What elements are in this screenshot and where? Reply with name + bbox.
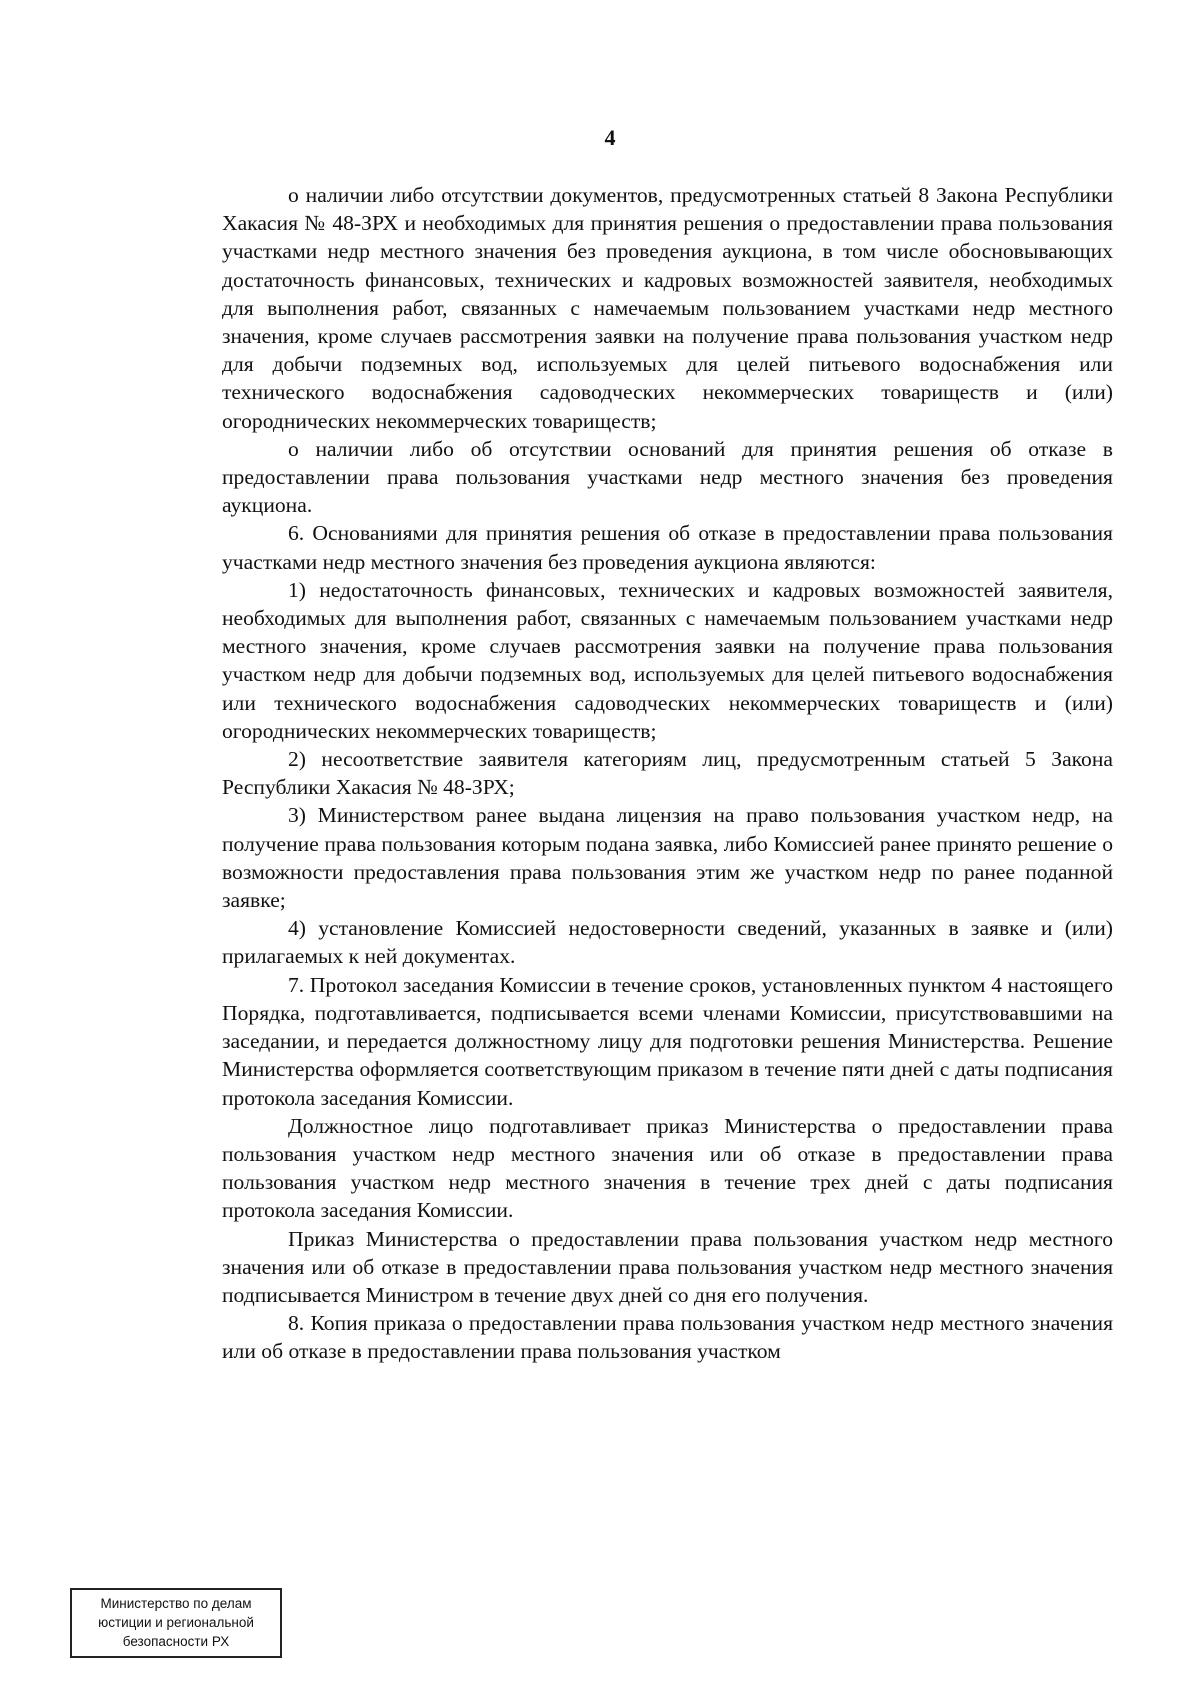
paragraph: 2) несоответствие заявителя категориям лиц, предусмотренным статьей 5 Закона Республики Хакасия № 48-ЗРХ; (222, 747, 1113, 800)
ministry-stamp (70, 1588, 282, 1658)
paragraph: Приказ Министерства о предоставлении права пользования участком недр местного значения или об отказе в предоставлении права пользования участком недр местного значения подписывается Министром в течение двух дней со дня его получения. (222, 1226, 1113, 1307)
paragraph: 4) установление Комиссией недостоверности сведений, указанных в заявке и (или) прилагаемых к ней документах. (222, 916, 1113, 969)
paragraph: о наличии либо об отсутствии оснований для принятия решения об отказе в предоставлении права пользования участками недр местного значения без проведения аукциона. (222, 436, 1113, 518)
document-body (222, 181, 1113, 1366)
paragraph: 7. Протокол заседания Комиссии в течение сроков, установленных пунктом 4 настоящего Порядка, подготавливается, подписывается всеми членами Комиссии, присутствовавшими на заседании, и передается должностному лицу для подготовки решения Министерства. Решение Министерства оформляется соответствующим приказом в течение пяти дней с даты подписания протокола заседания Комиссии. (222, 972, 1113, 1110)
stamp-line: безопасности РХ (122, 1634, 230, 1649)
paragraph: 3) Министерством ранее выдана лицензия на право пользования участком недр, на получение права пользования которым подана заявка, либо Комиссией ранее принято решение о возможности предоставления права пользования этим же участком недр по ранее поданной заявке; (222, 803, 1113, 913)
page-number: 4 (604, 125, 616, 150)
paragraph: 6. Основаниями для принятия решения об отказе в предоставлении права пользования участками недр местного значения без проведения аукциона являются: (222, 521, 1113, 574)
stamp-line: юстиции и региональной (98, 1615, 254, 1630)
stamp-line: Министерство по делам (100, 1596, 252, 1611)
paragraph: Должностное лицо подготавливает приказ Министерства о предоставлении права пользования участком недр местного значения или об отказе в предоставлении права пользования участком недр местного значения в течение трех дней с даты подписания протокола заседания Комиссии. (222, 1113, 1113, 1223)
paragraph: 1) недостаточность финансовых, технических и кадровых возможностей заявителя, необходимых для выполнения работ, связанных с намечаемым пользованием участками недр местного значения, кроме случаев рассмотрения заявки на получение права пользования участком недр для добычи подземных вод, используемых для целей питьевого водоснабжения или технического водоснабжения садоводческих некоммерческих товариществ и (или) огороднических некоммерческих товариществ; (222, 577, 1113, 743)
paragraph: 8. Копия приказа о предоставлении права пользования участком недр местного значения или об отказе в предоставлении права пользования участком (222, 1311, 1113, 1364)
paragraph: о наличии либо отсутствии документов, предусмотренных статьей 8 Закона Республики Хакасия № 48-ЗРХ и необходимых для принятия решения о предоставлении права пользования участками недр местного значения без проведения аукциона, в том числе обосновывающих достаточность финансовых, технических и кадровых возможностей заявителя, необходимых для выполнения работ, связанных с намечаемым пользованием участками недр местного значения, кроме случаев рассмотрения заявки на получение права пользования участком недр для добычи подземных вод, используемых для целей питьевого водоснабжения или технического водоснабжения садоводческих некоммерческих товариществ и (или) огороднических некоммерческих товариществ; (222, 183, 1113, 433)
